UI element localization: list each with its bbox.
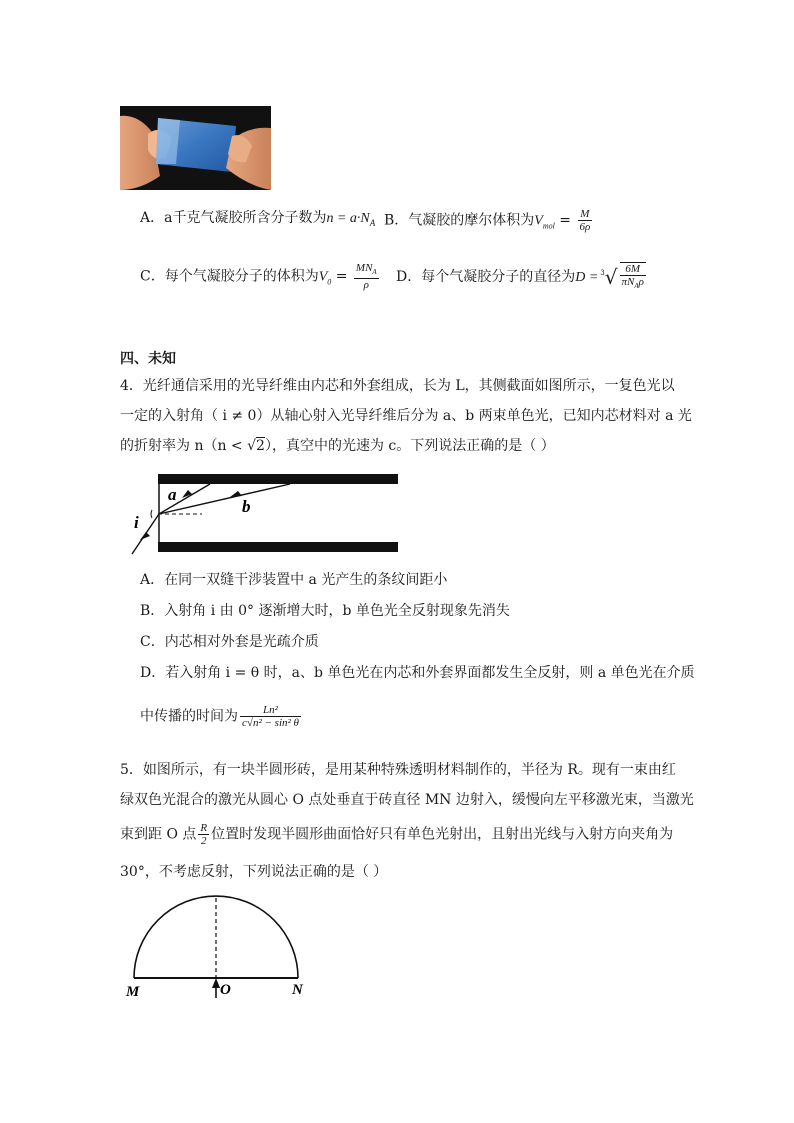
q5-fraction-den: 2 <box>201 835 207 847</box>
q3-option-a-prefix: A． <box>140 210 165 226</box>
q3-option-d-text: 每个气凝胶分子的直径为 <box>421 269 576 286</box>
q3-option-d-den-sub: A <box>634 282 639 291</box>
q3-option-c-num: MN <box>355 262 373 274</box>
q5-fraction <box>198 822 209 847</box>
q3-option-d-root-index: 3 <box>600 269 605 278</box>
fiber-diagram <box>122 470 402 560</box>
q3-option-d-num: 6M <box>620 263 646 276</box>
q3-option-c-den: ρ <box>363 279 369 292</box>
q4-line-3-part-b: ），真空中的光速为 c。下列说法正确的是（ ） <box>264 438 555 454</box>
ray-b <box>159 484 290 514</box>
ray-a <box>159 484 210 514</box>
ray-b-arrow <box>230 491 242 497</box>
fig-label-b: b <box>242 497 251 516</box>
q4-option-c: C．内芯相对外套是光疏介质 <box>140 634 319 650</box>
q3-option-d-prefix: D． <box>396 269 422 286</box>
q3-option-d: D．每个气凝胶分子的直径为D = $^3$√ $\frac{6M}{\pi N_A\rho}$ <box>396 263 644 291</box>
q5-line-3-part-a: 束到距 O 点 <box>120 826 197 843</box>
q3-option-c-prefix: C． <box>140 268 165 285</box>
q3-option-c: C．每个气凝胶分子的体积为$V_0$ = $\frac{MN_A}{\rho}$ <box>140 262 377 292</box>
q3-option-d-fraction <box>620 262 646 292</box>
q4-option-d-num: Ln² <box>240 704 301 717</box>
aerogel-photo <box>120 106 271 190</box>
q5-line-2: 绿双色光混合的激光从圆心 O 点处垂直于砖直径 MN 边射入，缓慢向左平移激光束，当激光 <box>120 792 694 808</box>
q3-option-b-num: M <box>578 208 593 221</box>
fiber-outer-top <box>158 474 398 484</box>
q3-option-d-den-tail: ρ <box>638 276 644 288</box>
fiber-outer-bottom <box>158 542 398 552</box>
q3-option-a <box>140 208 375 233</box>
q3-option-b-fraction <box>578 208 593 233</box>
q3-option-c-text: 每个气凝胶分子的体积为 <box>164 268 319 285</box>
q3-option-b: B．气凝胶的摩尔体积为$V_{mol}$ = $\frac{M}{6\rho}$ <box>384 208 591 233</box>
semicircle-diagram-svg <box>120 888 320 1000</box>
q3-option-c-lhs-sub: 0 <box>327 277 332 287</box>
q4-option-d-fraction: $\frac{\text{Ln²}}{\text{c√n² − sin² θ}}$ <box>242 704 299 729</box>
fig-label-n: N <box>292 982 303 998</box>
q4-option-d-den-c: c <box>242 717 247 729</box>
q4-line-2: 一定的入射角（ i ≠ 0）从轴心射入光导纤维后分为 a、b 两束单色光，已知内芯材料对 a 光 <box>120 408 692 424</box>
q4-option-d: D．若入射角 i = θ 时，a、b 单色光在内芯和外套界面都发生全反射，则 a 单色光在介质 <box>140 665 695 681</box>
q4-option-d-line-2 <box>140 704 303 729</box>
q3-option-c-fraction <box>354 262 379 291</box>
q3-option-a-text: a千克气凝胶所含分子数为 <box>164 210 327 226</box>
q3-option-b-den: 6ρ <box>579 221 591 233</box>
q3-option-d-den: πN <box>621 276 635 288</box>
aerogel-photo-drawing <box>120 106 271 190</box>
q4-option-d-line-2-text: 中传播的时间为 <box>140 708 238 725</box>
q3-option-a-sub: A <box>369 217 376 228</box>
section-title: 四、未知 <box>120 351 176 367</box>
fig-label-o: O <box>220 982 231 998</box>
q3-option-b-lhs-sub: mol <box>542 221 555 231</box>
fig-label-m: M <box>126 984 140 1000</box>
q4-option-d-den-rad: n² − sin² θ <box>252 717 299 729</box>
angle-arc <box>151 510 152 518</box>
q3-option-c-lhs: V <box>318 269 328 285</box>
q4-sqrt-value: 2 <box>256 438 265 454</box>
fig-label-i: i <box>134 513 139 532</box>
q3-option-a-formula: n = a·N <box>326 211 370 226</box>
q5-fraction-num: R <box>200 822 208 834</box>
q3-option-c-num-sub: A <box>372 268 377 277</box>
q4-line-3-part-a: 的折射率为 n（n < <box>120 438 248 454</box>
incident-arrow <box>140 532 150 540</box>
laser-arrow <box>212 978 220 988</box>
q3-option-b-prefix: B． <box>384 212 409 229</box>
q4-sqrt-sign: √ <box>247 438 257 454</box>
q3-option-b-text: 气凝胶的摩尔体积为 <box>408 212 535 229</box>
q5-line-1: 5．如图所示，有一块半圆形砖，是用某种特殊透明材料制作的，半径为 R。现有一束由红 <box>120 762 676 778</box>
q5-line-3 <box>120 822 673 847</box>
q4-line-1: 4．光纤通信采用的光导纤维由内芯和外套组成，长为 L，其侧截面如图所示，一复色光以 <box>120 378 675 394</box>
semicircle-diagram <box>120 888 320 1000</box>
q4-option-a: A．在同一双缝干涉装置中 a 光产生的条纹间距小 <box>140 572 448 588</box>
q3-option-d-lhs: D = <box>575 270 599 286</box>
q4-line-3 <box>120 436 555 456</box>
fiber-diagram-svg <box>122 470 402 560</box>
q4-option-b: B．入射角 i 由 0° 逐渐增大时，b 单色光全反射现象先消失 <box>140 603 510 619</box>
q5-line-3-part-b: 位置时发现半圆形曲面恰好只有单色光射出，且射出光线与入射方向夹角为 <box>211 826 674 843</box>
fig-label-a: a <box>168 485 177 504</box>
q5-line-4: 30°，不考虑反射，下列说法正确的是（ ） <box>120 864 388 880</box>
q3-option-b-lhs: V <box>534 213 543 229</box>
